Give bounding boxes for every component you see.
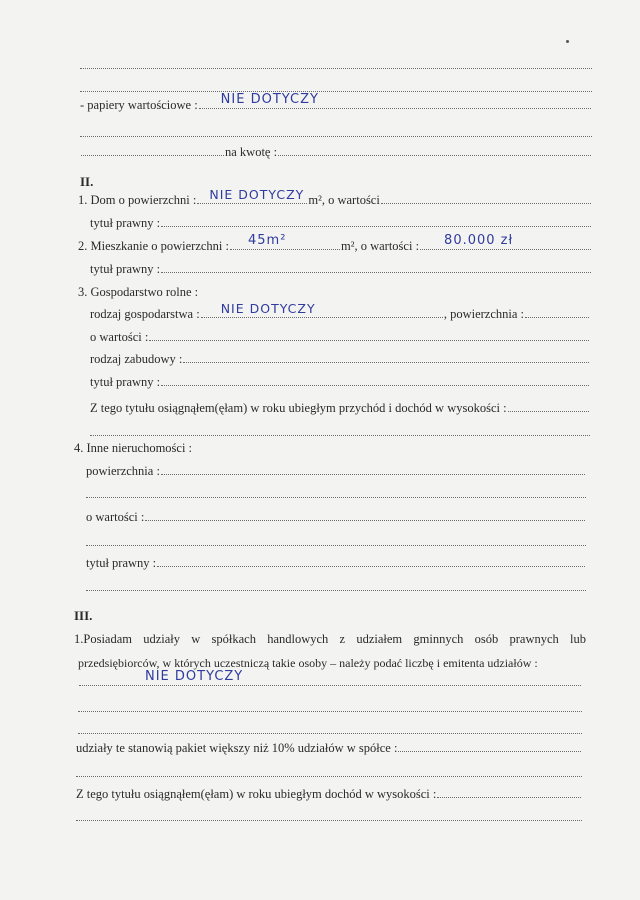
flat-area-field[interactable] [230,233,340,250]
shares-text-line-1: 1.Posiadam udziały w spółkach handlowych z udziałem gminnych osób prawnych lub [74,632,586,646]
other-value-row [86,509,586,525]
blank-line [76,819,582,821]
flat-value-handwritten-value: 80.000 zł [444,233,514,248]
other-title-field[interactable] [157,555,585,567]
farm-building-label: rodzaj zabudowy : [90,352,183,366]
flat-title-row [90,261,592,277]
flat-title-field[interactable] [161,261,591,273]
farm-type-field[interactable] [201,301,443,318]
blank-line [80,90,592,92]
blank-line [78,732,582,734]
house-row [78,187,592,208]
other-label: 4. Inne nieruchomości : [74,441,193,455]
house-area-field[interactable] [197,187,307,204]
shares-value-row [78,669,582,690]
income-row [76,786,582,802]
flat-unit-label: m², o wartości : [341,239,420,253]
section-iii-heading: III. [74,608,93,623]
farm-title-row [90,374,590,390]
section-ii-heading: II. [80,174,94,189]
shares-line-1 [74,631,586,647]
shares-handwritten-value: NIE DOTYCZY [145,669,244,684]
other-area-row [86,463,586,479]
farm-type-row [90,301,590,322]
income-field[interactable] [437,786,581,798]
farm-title-field[interactable] [161,374,589,386]
amount-field[interactable] [278,144,591,156]
farm-value-field[interactable] [149,329,589,341]
farm-row [78,284,592,300]
amount-row [80,144,592,160]
farm-building-field[interactable] [183,351,589,363]
package-row [76,740,582,756]
shares-text-line-2: przedsiębiorców, w których uczestniczą takie osoby – należy podać liczbę i emitenta udziałów : [78,656,538,670]
securities-field[interactable] [199,92,591,109]
farm-area-label: , powierzchnia : [443,307,524,321]
other-value-label: o wartości : [86,510,145,524]
house-unit-label: m², o wartości [308,193,380,207]
flat-row [78,233,592,254]
flat-area-handwritten-value: 45m² [248,233,287,248]
scan-speck [566,40,569,43]
securities-extra-field[interactable] [81,144,224,156]
farm-income-row [90,400,590,416]
blank-line [86,496,586,498]
other-row [74,440,590,456]
package-field[interactable] [398,740,581,752]
flat-label: 2. Mieszkanie o powierzchni : [78,239,229,253]
farm-type-label: rodzaj gospodarstwa : [90,307,200,321]
farm-title-label: tytuł prawny : [90,375,161,389]
other-title-label: tytuł prawny : [86,556,157,570]
farm-value-label: o wartości : [90,330,149,344]
blank-line [90,434,590,436]
package-label: udziały te stanowią pakiet większy niż 10% udziałów w spółce : [76,741,398,755]
other-area-label: powierzchnia : [86,464,160,478]
house-value-field[interactable] [381,192,591,204]
farm-building-row [90,351,590,367]
securities-label: - papiery wartościowe : [80,98,198,112]
securities-row [80,92,592,113]
blank-line [86,544,586,546]
blank-line [76,775,582,777]
blank-line [86,589,586,591]
farm-income-field[interactable] [508,400,589,412]
house-title-label: tytuł prawny : [90,216,161,230]
house-title-row [90,215,592,231]
flat-title-label: tytuł prawny : [90,262,161,276]
income-label: Z tego tytułu osiągnąłem(ęłam) w roku ubiegłym dochód w wysokości : [76,787,437,801]
blank-line [80,67,592,69]
farm-type-handwritten-value: NIE DOTYCZY [220,301,316,316]
house-label: 1. Dom o powierzchni : [78,193,197,207]
other-title-row [86,555,586,571]
house-area-handwritten-value: NIE DOTYCZY [209,187,305,202]
blank-line [78,710,582,712]
securities-handwritten-value: NIE DOTYCZY [220,92,319,107]
farm-label: 3. Gospodarstwo rolne : [78,285,199,299]
amount-label: na kwotę : [225,145,278,159]
flat-value-field[interactable] [420,233,591,250]
farm-area-field[interactable] [525,306,589,318]
house-title-field[interactable] [161,215,591,227]
other-value-field[interactable] [145,509,585,521]
other-area-field[interactable] [161,463,585,475]
farm-value-row [90,329,590,345]
shares-field[interactable] [79,669,581,686]
farm-income-label: Z tego tytułu osiągnąłem(ęłam) w roku ubiegłym przychód i dochód w wysokości : [90,401,507,415]
blank-line [80,135,592,137]
